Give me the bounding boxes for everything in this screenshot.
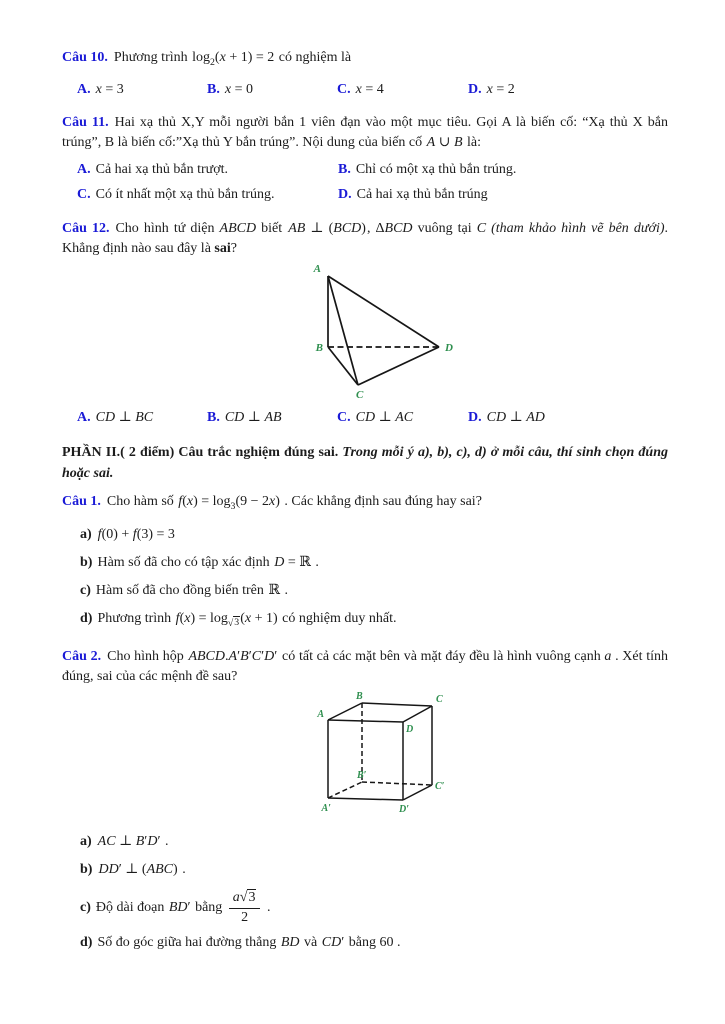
vertex-label-d: D <box>445 341 453 354</box>
part2-question-2-item-a <box>62 832 668 852</box>
part2-question-1-number: Câu 1. <box>62 493 101 509</box>
item-text: DD′ ⊥ (ABC) . <box>98 862 186 878</box>
item-text: Phương trình $f(x) = \log_{√3}(x + 1)$ có nghiệm duy nhất. <box>97 610 397 629</box>
option-letter: B. <box>338 161 351 177</box>
tetrahedron-figure <box>265 261 485 403</box>
question-11-option-c <box>77 185 338 205</box>
part2-question-1-item-b <box>62 553 668 573</box>
question-10-option-b <box>207 80 337 100</box>
question-11-option-a <box>77 160 338 180</box>
question-11-number: Câu 11. <box>62 114 109 130</box>
question-12-text <box>62 219 668 259</box>
option-text: CD ⊥ BC <box>95 409 154 425</box>
part2-question-2-item-c <box>62 890 668 925</box>
item-letter: a) <box>80 526 92 542</box>
question-12 <box>62 219 668 428</box>
vertex-label-b: B <box>315 341 323 354</box>
item-text: Độ dài đoạn BD′ bằng $\frac{a√3}{2}$ . <box>95 890 271 925</box>
option-letter: A. <box>77 409 91 425</box>
question-12-option-a <box>77 408 207 428</box>
item-letter: d) <box>80 610 93 626</box>
question-10-option-a <box>77 80 207 100</box>
option-letter: A. <box>77 81 91 97</box>
question-10-options <box>62 80 668 100</box>
cube-edges <box>328 703 432 800</box>
question-12-option-d <box>468 408 668 428</box>
question-10-text <box>62 48 668 73</box>
question-10 <box>62 48 668 100</box>
vertex-label-a: A <box>313 262 321 275</box>
item-letter: b) <box>80 554 93 570</box>
item-text: f(0) + f(3) = 3 <box>97 526 175 542</box>
vertex-label-a-prime: A′ <box>321 803 331 815</box>
item-text: AC ⊥ B′D′ . <box>97 834 169 850</box>
option-text: x = 2 <box>486 81 515 97</box>
part2-question-1-item-d <box>62 609 668 634</box>
option-text: CD ⊥ AC <box>355 409 414 425</box>
vertex-label-b-prime: B′ <box>357 770 367 782</box>
part2-question-1-item-a <box>62 525 668 545</box>
option-text: Chỉ có một xạ thủ bắn trúng. <box>355 161 517 177</box>
question-11-option-d <box>338 185 668 205</box>
part2-question-1-text <box>62 492 668 517</box>
option-text: Có ít nhất một xạ thủ bắn trúng. <box>95 186 275 202</box>
option-letter: C. <box>337 81 351 97</box>
item-letter: a) <box>80 834 92 850</box>
vertex-label-d-prime: D′ <box>399 804 410 816</box>
question-12-options <box>62 408 668 428</box>
question-10-option-c <box>337 80 468 100</box>
vertex-label-b: B <box>356 691 363 703</box>
item-letter: c) <box>80 582 91 598</box>
question-12-option-c <box>337 408 468 428</box>
option-letter: C. <box>337 409 351 425</box>
tetrahedron-edges <box>328 276 439 385</box>
option-letter: B. <box>207 409 220 425</box>
part2-heading-main: PHẦN II.( 2 điểm) Câu trắc nghiệm đúng sai. <box>62 444 339 460</box>
part2-question-2 <box>62 647 668 953</box>
option-letter: C. <box>77 186 91 202</box>
part2-question-2-text <box>62 647 668 687</box>
part2-heading-note: Trong mỗi ý a), b), c), d) ở mỗi câu, thí sinh chọn đúng hoặc sai. <box>62 444 669 481</box>
item-letter: c) <box>80 900 91 915</box>
option-letter: A. <box>77 161 91 177</box>
option-text: x = 0 <box>224 81 253 97</box>
question-11 <box>62 113 668 205</box>
question-10-option-d <box>468 80 668 100</box>
item-text: Hàm số đã cho có tập xác định D = ℝ . <box>97 554 319 570</box>
part2-question-2-item-d <box>62 933 668 953</box>
part2-question-1-body: Cho hàm số $f(x) = \log_3(9 - 2x)$ . Các khẳng định sau đúng hay sai? <box>106 493 482 512</box>
option-letter: B. <box>207 81 220 97</box>
vertex-label-c-prime: C′ <box>435 781 445 793</box>
option-letter: D. <box>468 81 482 97</box>
part2-heading <box>62 442 668 484</box>
option-text: x = 3 <box>95 81 124 97</box>
option-letter: D. <box>338 186 352 202</box>
question-12-body: Cho hình tứ diện ABCD biết AB ⊥ (BCD), ΔBCD vuông tại C (tham khảo hình vẽ bên dưới). Khẳng định nào sau đây là sai? <box>62 220 668 256</box>
item-text: Hàm số đã cho đồng biến trên ℝ . <box>95 582 288 598</box>
option-letter: D. <box>468 409 482 425</box>
cube-figure <box>300 690 480 820</box>
vertex-label-d: D <box>406 724 414 736</box>
option-text: CD ⊥ AD <box>486 409 545 425</box>
question-12-number: Câu 12. <box>62 220 110 236</box>
question-11-option-b <box>338 160 668 180</box>
vertex-label-c: C <box>436 694 443 706</box>
part2-question-2-body: Cho hình hộp ABCD.A′B′C′D′ có tất cả các mặt bên và mặt đáy đều là hình vuông cạnh a . Xét tính đúng, sai của các mệnh đề sau? <box>62 649 669 685</box>
part2-question-1-item-c <box>62 581 668 601</box>
question-10-body: Phương trình $\log_2(x + 1) = 2$ có nghiệm là <box>113 50 352 68</box>
part2-question-1 <box>62 492 668 634</box>
item-letter: d) <box>80 935 93 951</box>
option-text: CD ⊥ AB <box>224 409 282 425</box>
option-text: x = 4 <box>355 81 384 97</box>
vertex-label-a: A <box>317 709 324 721</box>
question-11-body: Hai xạ thủ X,Y mỗi người bắn 1 viên đạn vào một mục tiêu. Gọi A là biến cố: “Xạ thủ X bắn trúng”, B là biến cố:”Xạ thủ Y bắn trúng”. Nội dung của biến cố A ∪ B là: <box>62 114 669 150</box>
part2-question-2-number: Câu 2. <box>62 649 102 665</box>
item-text: Số đo góc giữa hai đường thẳng BD và CD′ bằng 60 . <box>97 935 401 951</box>
option-text: Cả hai xạ thủ bắn trúng <box>356 186 488 202</box>
question-11-options <box>62 160 668 205</box>
part2-question-2-item-b <box>62 860 668 880</box>
vertex-label-c: C <box>356 388 364 401</box>
option-text: Cả hai xạ thủ bắn trượt. <box>95 161 229 177</box>
question-11-text <box>62 113 668 153</box>
question-10-number: Câu 10. <box>62 50 108 65</box>
item-letter: b) <box>80 862 93 878</box>
question-12-option-b <box>207 408 337 428</box>
